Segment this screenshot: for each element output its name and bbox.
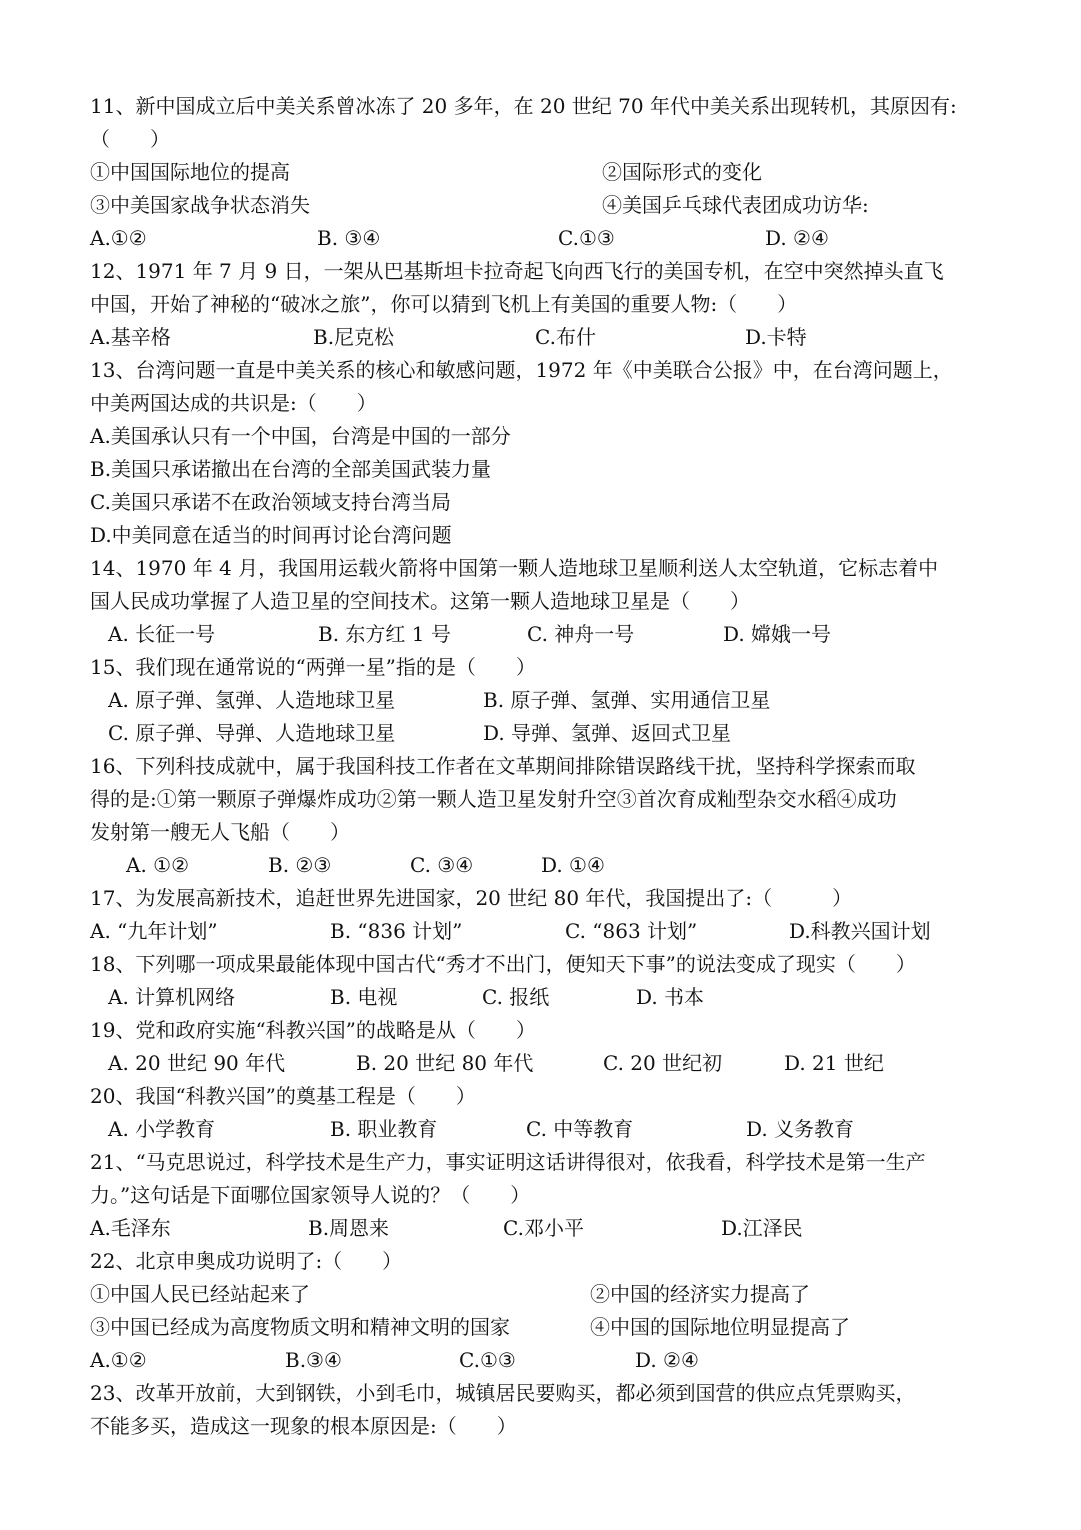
q12-stem-line-2: 中国，开始了神秘的“破冰之旅”，你可以猜到飞机上有美国的重要人物:（ ） — [90, 292, 798, 316]
q11-item-2: ②国际形式的变化 — [602, 160, 762, 184]
q14-option-d: D. 嫦娥一号 — [723, 622, 832, 646]
q14-options — [90, 621, 999, 647]
q14-stem-line-1: 14、1970 年 4 月，我国用运载火箭将中国第一颗人造地球卫星顺利送人太空轨道，它标志着中 — [90, 556, 939, 580]
q14-option-a: A. 长征一号 — [108, 622, 216, 646]
q22-option-b: B.③④ — [285, 1348, 342, 1372]
q18-option-b: B. 电视 — [330, 985, 398, 1009]
q11-items-row-2 — [90, 192, 999, 218]
q17-option-b: B. “836 计划” — [330, 919, 463, 943]
q15-option-c: C. 原子弹、导弹、人造地球卫星 — [108, 721, 396, 745]
q20-option-b: B. 职业教育 — [330, 1117, 438, 1141]
q11-item-4: ④美国乒乓球代表团成功访华: — [602, 193, 869, 217]
q16-option-c: C. ③④ — [410, 853, 474, 877]
q11-stem-line-1: 11、新中国成立后中美关系曾冰冻了 20 多年，在 20 世纪 70 年代中美关系出现转机，其原因有: — [90, 94, 957, 118]
q20-stem: 20、我国“科教兴国”的奠基工程是（ ） — [90, 1084, 476, 1108]
q12-option-a: A.基辛格 — [90, 325, 171, 349]
q17-option-d: D.科教兴国计划 — [789, 919, 931, 943]
q11-options — [90, 225, 999, 251]
q13-option-b: B.美国只承诺撤出在台湾的全部美国武装力量 — [90, 457, 492, 481]
q18-option-a: A. 计算机网络 — [108, 985, 236, 1009]
q21-stem-line-2: 力。”这句话是下面哪位国家领导人说的？（ ） — [90, 1183, 531, 1207]
q19-option-a: A. 20 世纪 90 年代 — [108, 1051, 286, 1075]
q11-item-3: ③中美国家战争状态消失 — [90, 193, 310, 217]
q21-option-a: A.毛泽东 — [90, 1216, 171, 1240]
q23-stem-line-2: 不能多买，造成这一现象的根本原因是:（ ） — [90, 1414, 517, 1438]
q22-item-3: ③中国已经成为高度物质文明和精神文明的国家 — [90, 1315, 510, 1339]
q20-option-a: A. 小学教育 — [108, 1117, 216, 1141]
q14-option-c: C. 神舟一号 — [527, 622, 635, 646]
q11-items-row-1 — [90, 159, 999, 185]
q22-item-1: ①中国人民已经站起来了 — [90, 1282, 310, 1306]
q12-options — [90, 324, 999, 350]
q18-option-d: D. 书本 — [636, 985, 705, 1009]
q11-option-c: C.①③ — [558, 226, 615, 250]
q19-stem: 19、党和政府实施“科教兴国”的战略是从（ ） — [90, 1018, 536, 1042]
q21-stem-line-1: 21、“马克思说过，科学技术是生产力，事实证明这话讲得很对，依我看，科学技术是第一生产 — [90, 1150, 926, 1174]
q12-option-c: C.布什 — [535, 325, 596, 349]
q16-option-b: B. ②③ — [268, 853, 332, 877]
q21-option-d: D.江泽民 — [721, 1216, 803, 1240]
q19-option-c: C. 20 世纪初 — [603, 1051, 723, 1075]
q15-stem: 15、我们现在通常说的“两弹一星”指的是（ ） — [90, 655, 536, 679]
q19-option-b: B. 20 世纪 80 年代 — [356, 1051, 534, 1075]
q20-options — [90, 1116, 999, 1142]
q17-option-a: A. “九年计划” — [90, 919, 218, 943]
q11-item-1: ①中国国际地位的提高 — [90, 160, 290, 184]
q22-option-c: C.①③ — [459, 1348, 516, 1372]
q22-items-row-2 — [90, 1314, 999, 1340]
q18-options — [90, 984, 999, 1010]
q17-options — [90, 918, 999, 944]
q15-options-row-1 — [90, 687, 999, 713]
q23-stem-line-1: 23、改革开放前，大到钢铁，小到毛巾，城镇居民要购买，都必须到国营的供应点凭票购买， — [90, 1381, 916, 1405]
q22-stem: 22、北京申奥成功说明了:（ ） — [90, 1249, 403, 1273]
q13-option-a: A.美国承认只有一个中国，台湾是中国的一部分 — [90, 424, 511, 448]
q16-stem-line-1: 16、下列科技成就中，属于我国科技工作者在文革期间排除错误路线干扰，坚持科学探索而取 — [90, 754, 916, 778]
q15-options-row-2 — [90, 720, 999, 746]
q17-stem: 17、为发展高新技术，追赶世界先进国家，20 世纪 80 年代，我国提出了:（ ） — [90, 886, 853, 910]
q16-option-a: A. ①② — [126, 853, 190, 877]
q22-option-d: D. ②④ — [635, 1348, 699, 1372]
q15-option-b: B. 原子弹、氢弹、实用通信卫星 — [483, 688, 771, 712]
q19-options — [90, 1050, 999, 1076]
q17-option-c: C. “863 计划” — [565, 919, 698, 943]
q12-option-d: D.卡特 — [745, 325, 807, 349]
q15-option-a: A. 原子弹、氢弹、人造地球卫星 — [108, 688, 396, 712]
q22-items-row-1 — [90, 1281, 999, 1307]
q11-option-a: A.①② — [90, 226, 147, 250]
q14-stem-line-2: 国人民成功掌握了人造卫星的空间技术。这第一颗人造地球卫星是（ ） — [90, 589, 750, 613]
q20-option-c: C. 中等教育 — [526, 1117, 634, 1141]
q15-option-d: D. 导弹、氢弹、返回式卫星 — [483, 721, 732, 745]
q11-option-d: D. ②④ — [765, 226, 829, 250]
q16-options — [90, 852, 999, 878]
q16-stem-line-2: 得的是:①第一颗原子弹爆炸成功②第一颗人造卫星发射升空③首次育成籼型杂交水稻④成功 — [90, 787, 897, 811]
q11-stem-line-2: （ ） — [90, 127, 170, 151]
q21-option-c: C.邓小平 — [503, 1216, 584, 1240]
q12-stem-line-1: 12、1971 年 7 月 9 日，一架从巴基斯坦卡拉奇起飞向西飞行的美国专机，在空中突然掉头直飞 — [90, 259, 944, 283]
q11-option-b: B. ③④ — [317, 226, 381, 250]
q19-option-d: D. 21 世纪 — [784, 1051, 884, 1075]
q13-option-d: D.中美同意在适当的时间再讨论台湾问题 — [90, 523, 452, 547]
q16-option-d: D. ①④ — [541, 853, 605, 877]
q18-stem: 18、下列哪一项成果最能体现中国古代“秀才不出门，便知天下事”的说法变成了现实（ ） — [90, 952, 916, 976]
q13-option-c: C.美国只承诺不在政治领域支持台湾当局 — [90, 490, 451, 514]
q14-option-b: B. 东方红 1 号 — [318, 622, 451, 646]
q18-option-c: C. 报纸 — [482, 985, 550, 1009]
q20-option-d: D. 义务教育 — [746, 1117, 855, 1141]
q22-options — [90, 1347, 999, 1373]
q22-option-a: A.①② — [90, 1348, 147, 1372]
q22-item-2: ②中国的经济实力提高了 — [590, 1282, 810, 1306]
q21-options — [90, 1215, 999, 1241]
q21-option-b: B.周恩来 — [308, 1216, 390, 1240]
q22-item-4: ④中国的国际地位明显提高了 — [590, 1315, 850, 1339]
q13-stem-line-1: 13、台湾问题一直是中美关系的核心和敏感问题，1972 年《中美联合公报》中，在台湾问题上， — [90, 358, 953, 382]
q16-stem-line-3: 发射第一艘无人飞船（ ） — [90, 820, 350, 844]
q13-stem-line-2: 中美两国达成的共识是:（ ） — [90, 391, 377, 415]
q12-option-b: B.尼克松 — [313, 325, 395, 349]
